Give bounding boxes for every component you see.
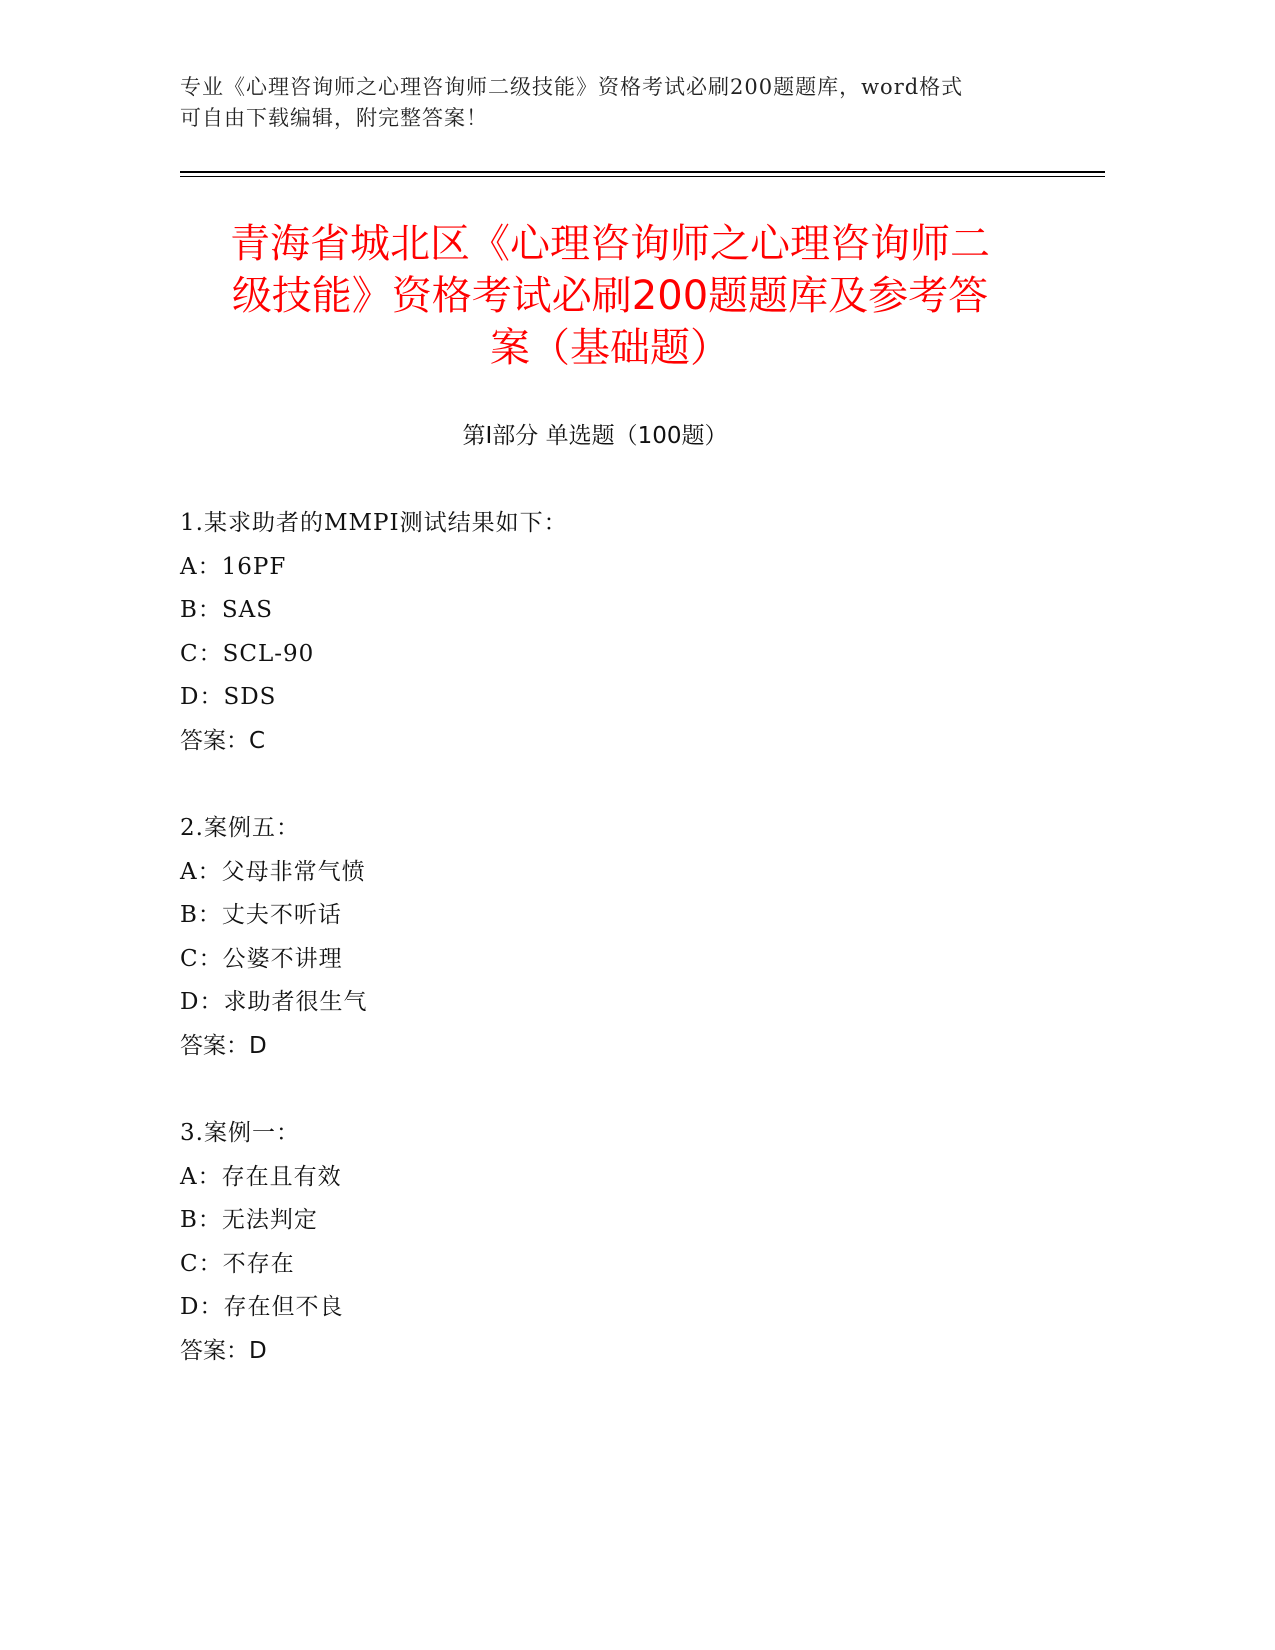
option-d: D：存在但不良: [180, 1294, 344, 1321]
option-c: C：不存在: [180, 1250, 295, 1277]
question-stem: 2.案例五：: [180, 815, 300, 841]
header-divider-thin: [180, 176, 1105, 177]
question-stem: 1.某求助者的MMPI测试结果如下：: [180, 510, 568, 536]
answer-line: 答案：C: [180, 727, 266, 754]
option-d: D：SDS: [180, 684, 277, 711]
question-1: [180, 502, 1080, 764]
option-b: B：无法判定: [180, 1207, 318, 1234]
question-2: [180, 807, 1080, 1069]
option-b: B：丈夫不听话: [180, 902, 342, 929]
option-d: D：求助者很生气: [180, 989, 368, 1016]
option-a: A：父母非常气愤: [180, 858, 366, 885]
document-title-line-3: 案（基础题）: [490, 325, 730, 371]
option-a: A：存在且有效: [180, 1163, 342, 1190]
header-note: [180, 72, 1020, 134]
header-note-line-2: 可自由下载编辑，附完整答案！: [180, 106, 488, 130]
answer-line: 答案：D: [180, 1337, 267, 1364]
question-stem: 3.案例一：: [180, 1120, 300, 1146]
section-heading: 第Ⅰ部分 单选题（100题）: [462, 423, 728, 449]
option-a: A：16PF: [180, 553, 287, 580]
header-divider-thick: [180, 171, 1105, 173]
option-b: B：SAS: [180, 597, 274, 624]
document-title: [180, 218, 1040, 374]
header-note-line-1: 专业《心理咨询师之心理咨询师二级技能》资格考试必刷200题题库，word格式: [180, 75, 964, 99]
question-3: [180, 1112, 1080, 1374]
option-c: C：SCL-90: [180, 640, 315, 667]
option-c: C：公婆不讲理: [180, 945, 343, 972]
document-title-line-2: 级技能》资格考试必刷200题题库及参考答: [231, 273, 989, 319]
answer-line: 答案：D: [180, 1032, 267, 1059]
document-title-line-1: 青海省城北区《心理咨询师之心理咨询师二: [230, 221, 990, 267]
